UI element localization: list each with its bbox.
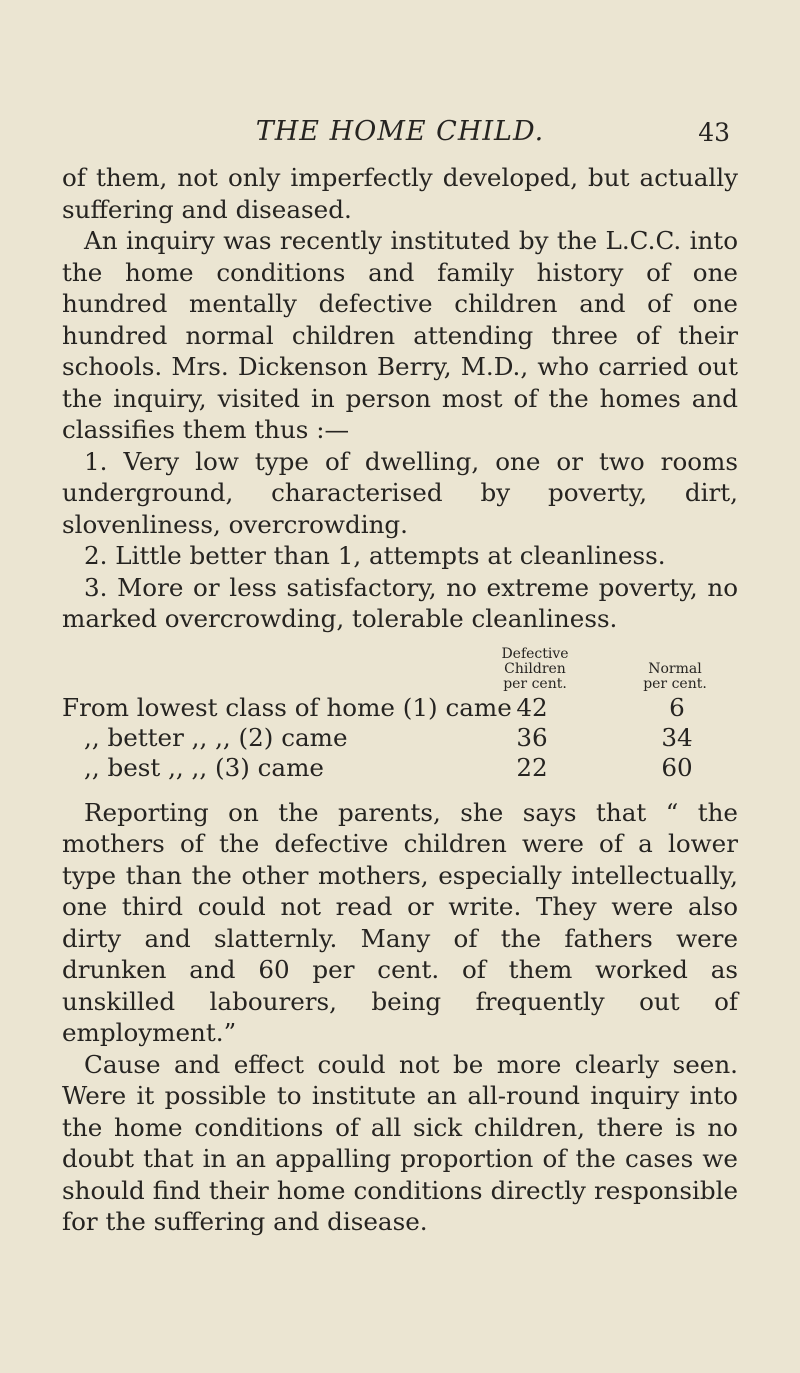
- column-header-line: Defective: [501, 645, 569, 662]
- class-item-3: 3. More or less satisfactory, no extreme poverty, no marked overcrowding, tolerable cleanliness.: [62, 572, 738, 633]
- body-text: [62, 162, 738, 1238]
- class-item-2: 2. Little better than 1, attempts at cleanliness.: [84, 541, 666, 570]
- table-row: [62, 723, 738, 753]
- row-label: ,, best ,, ,, (3) came: [84, 752, 324, 782]
- column-header-line: per cent.: [643, 675, 707, 692]
- column-header-line: per cent.: [503, 675, 567, 692]
- column-header-normal: [610, 647, 740, 692]
- column-header-line: Normal: [648, 660, 702, 677]
- page-number: 43: [698, 118, 730, 147]
- running-title: THE HOME CHILD.: [255, 116, 545, 147]
- paragraph-continuation: of them, not only imperfectly developed, but actually suffering and diseased.: [62, 163, 738, 224]
- normal-value: 34: [661, 722, 693, 752]
- table-row: [62, 753, 738, 783]
- class-item-1: 1. Very low type of dwelling, one or two rooms underground, characterised by poverty, dirt, slovenliness, overcrowding.: [62, 446, 738, 539]
- defective-value: 22: [516, 752, 548, 782]
- running-head: [70, 116, 730, 152]
- defective-value: 42: [516, 692, 548, 722]
- row-label: ,, better ,, ,, (2) came: [84, 722, 348, 752]
- normal-value: 60: [661, 752, 693, 782]
- paragraph-parents: Reporting on the parents, she says that “ the mothers of the defective children were of a lower type than the other mothers, especially intellectually, one third could not read or write. They were also dirty and slatternly. Many of the fathers were drunken and 60 per cent. of them worked as unskilled labourers, being frequently out of employment.”: [62, 797, 738, 1047]
- statistics-table: [62, 647, 738, 785]
- column-header-defective: [458, 647, 612, 692]
- normal-value: 6: [669, 692, 685, 722]
- row-label: From lowest class of home (1) came: [62, 692, 512, 722]
- paragraph-inquiry: An inquiry was recently instituted by the L.C.C. into the home conditions and family history of one hundred mentally defective children and of one hundred normal children attending three of their schools. Mrs. Dickenson Berry, M.D., who carried out the inquiry, visited in person most of the homes and classifies them thus :—: [62, 226, 738, 444]
- column-header-line: Children: [504, 660, 566, 677]
- defective-value: 36: [516, 722, 548, 752]
- table-row: [62, 693, 738, 723]
- paragraph-conclusion: Cause and effect could not be more clearly seen. Were it possible to institute an all-round inquiry into the home conditions of all sick children, there is no doubt that in an appalling proportion of the cases we should find their home conditions directly responsible for the suffering and disease.: [62, 1049, 738, 1236]
